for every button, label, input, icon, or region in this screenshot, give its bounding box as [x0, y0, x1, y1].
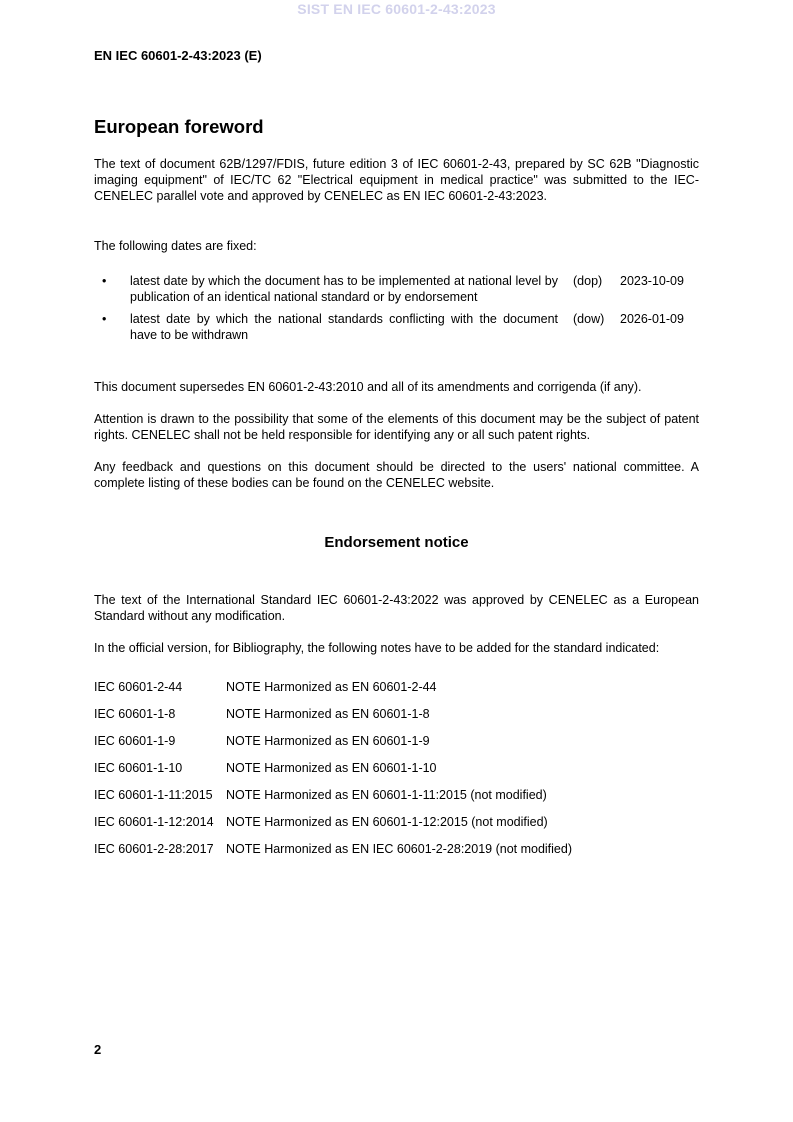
date-item-abbr: (dop) [573, 274, 603, 288]
date-item-date: 2023-10-09 [620, 274, 684, 288]
note-text: NOTE Harmonized as EN 60601-1-10 [226, 761, 437, 775]
page-number: 2 [94, 1042, 102, 1057]
date-item-abbr: (dow) [573, 312, 605, 326]
dates-list [94, 273, 699, 349]
foreword-paragraph: The text of document 62B/1297/FDIS, future edition 3 of IEC 60601-2-43, prepared by SC 62B "Diagnostic imaging equipment" of IEC/TC 62 "Electrical equipment in medical practice" was submitted to the IEC-CENELEC parallel vote and approved by CENELEC as EN IEC 60601-2-43:2023. [94, 157, 699, 203]
note-standard: IEC 60601-2-28:2017 [94, 842, 214, 856]
supersedes-paragraph: This document supersedes EN 60601-2-43:2010 and all of its amendments and corrigenda (if any). [94, 380, 642, 394]
note-text: NOTE Harmonized as EN 60601-1-8 [226, 707, 430, 721]
date-item-text: latest date by which the document has to be implemented at national level by publication of an identical national standard or by endorsement [130, 274, 558, 304]
date-item-date: 2026-01-09 [620, 312, 684, 326]
note-row [94, 841, 699, 857]
note-text: NOTE Harmonized as EN 60601-1-9 [226, 734, 430, 748]
note-text: NOTE Harmonized as EN IEC 60601-2-28:2019 (not modified) [226, 842, 572, 856]
dates-intro: The following dates are fixed: [94, 239, 257, 253]
date-item-text: latest date by which the national standards conflicting with the document have to be withdrawn [130, 312, 558, 342]
date-item-dop [94, 273, 699, 305]
bullet-icon: • [102, 312, 107, 326]
bullet-icon: • [102, 274, 107, 288]
document-reference: EN IEC 60601-2-43:2023 (E) [94, 48, 262, 63]
note-standard: IEC 60601-1-10 [94, 761, 183, 775]
note-standard: IEC 60601-1-11:2015 [94, 788, 213, 802]
note-text: NOTE Harmonized as EN 60601-1-12:2015 (not modified) [226, 815, 548, 829]
patent-paragraph: Attention is drawn to the possibility that some of the elements of this document may be the subject of patent rights. CENELEC shall not be held responsible for identifying any or all such patent rights. [94, 412, 699, 442]
note-row [94, 760, 699, 776]
date-item-dow [94, 311, 699, 343]
note-row [94, 679, 699, 695]
feedback-paragraph: Any feedback and questions on this document should be directed to the users' national committee. A complete listing of these bodies can be found on the CENELEC website. [94, 460, 699, 490]
bibliography-notes [94, 679, 699, 868]
note-row [94, 733, 699, 749]
note-standard: IEC 60601-1-8 [94, 707, 176, 721]
note-row [94, 814, 699, 830]
note-row [94, 787, 699, 803]
bibliography-intro: In the official version, for Bibliography, the following notes have to be added for the standard indicated: [94, 641, 660, 655]
note-text: NOTE Harmonized as EN 60601-2-44 [226, 680, 437, 694]
note-standard: IEC 60601-1-12:2014 [94, 815, 214, 829]
note-standard: IEC 60601-2-44 [94, 680, 183, 694]
endorsement-title: Endorsement notice [324, 534, 469, 551]
endorsement-paragraph: The text of the International Standard IEC 60601-2-43:2022 was approved by CENELEC as a European Standard without any modification. [94, 593, 699, 623]
note-text: NOTE Harmonized as EN 60601-1-11:2015 (not modified) [226, 788, 547, 802]
note-row [94, 706, 699, 722]
note-standard: IEC 60601-1-9 [94, 734, 176, 748]
watermark: SIST EN IEC 60601-2-43:2023 [297, 1, 496, 17]
foreword-title: European foreword [94, 116, 264, 137]
